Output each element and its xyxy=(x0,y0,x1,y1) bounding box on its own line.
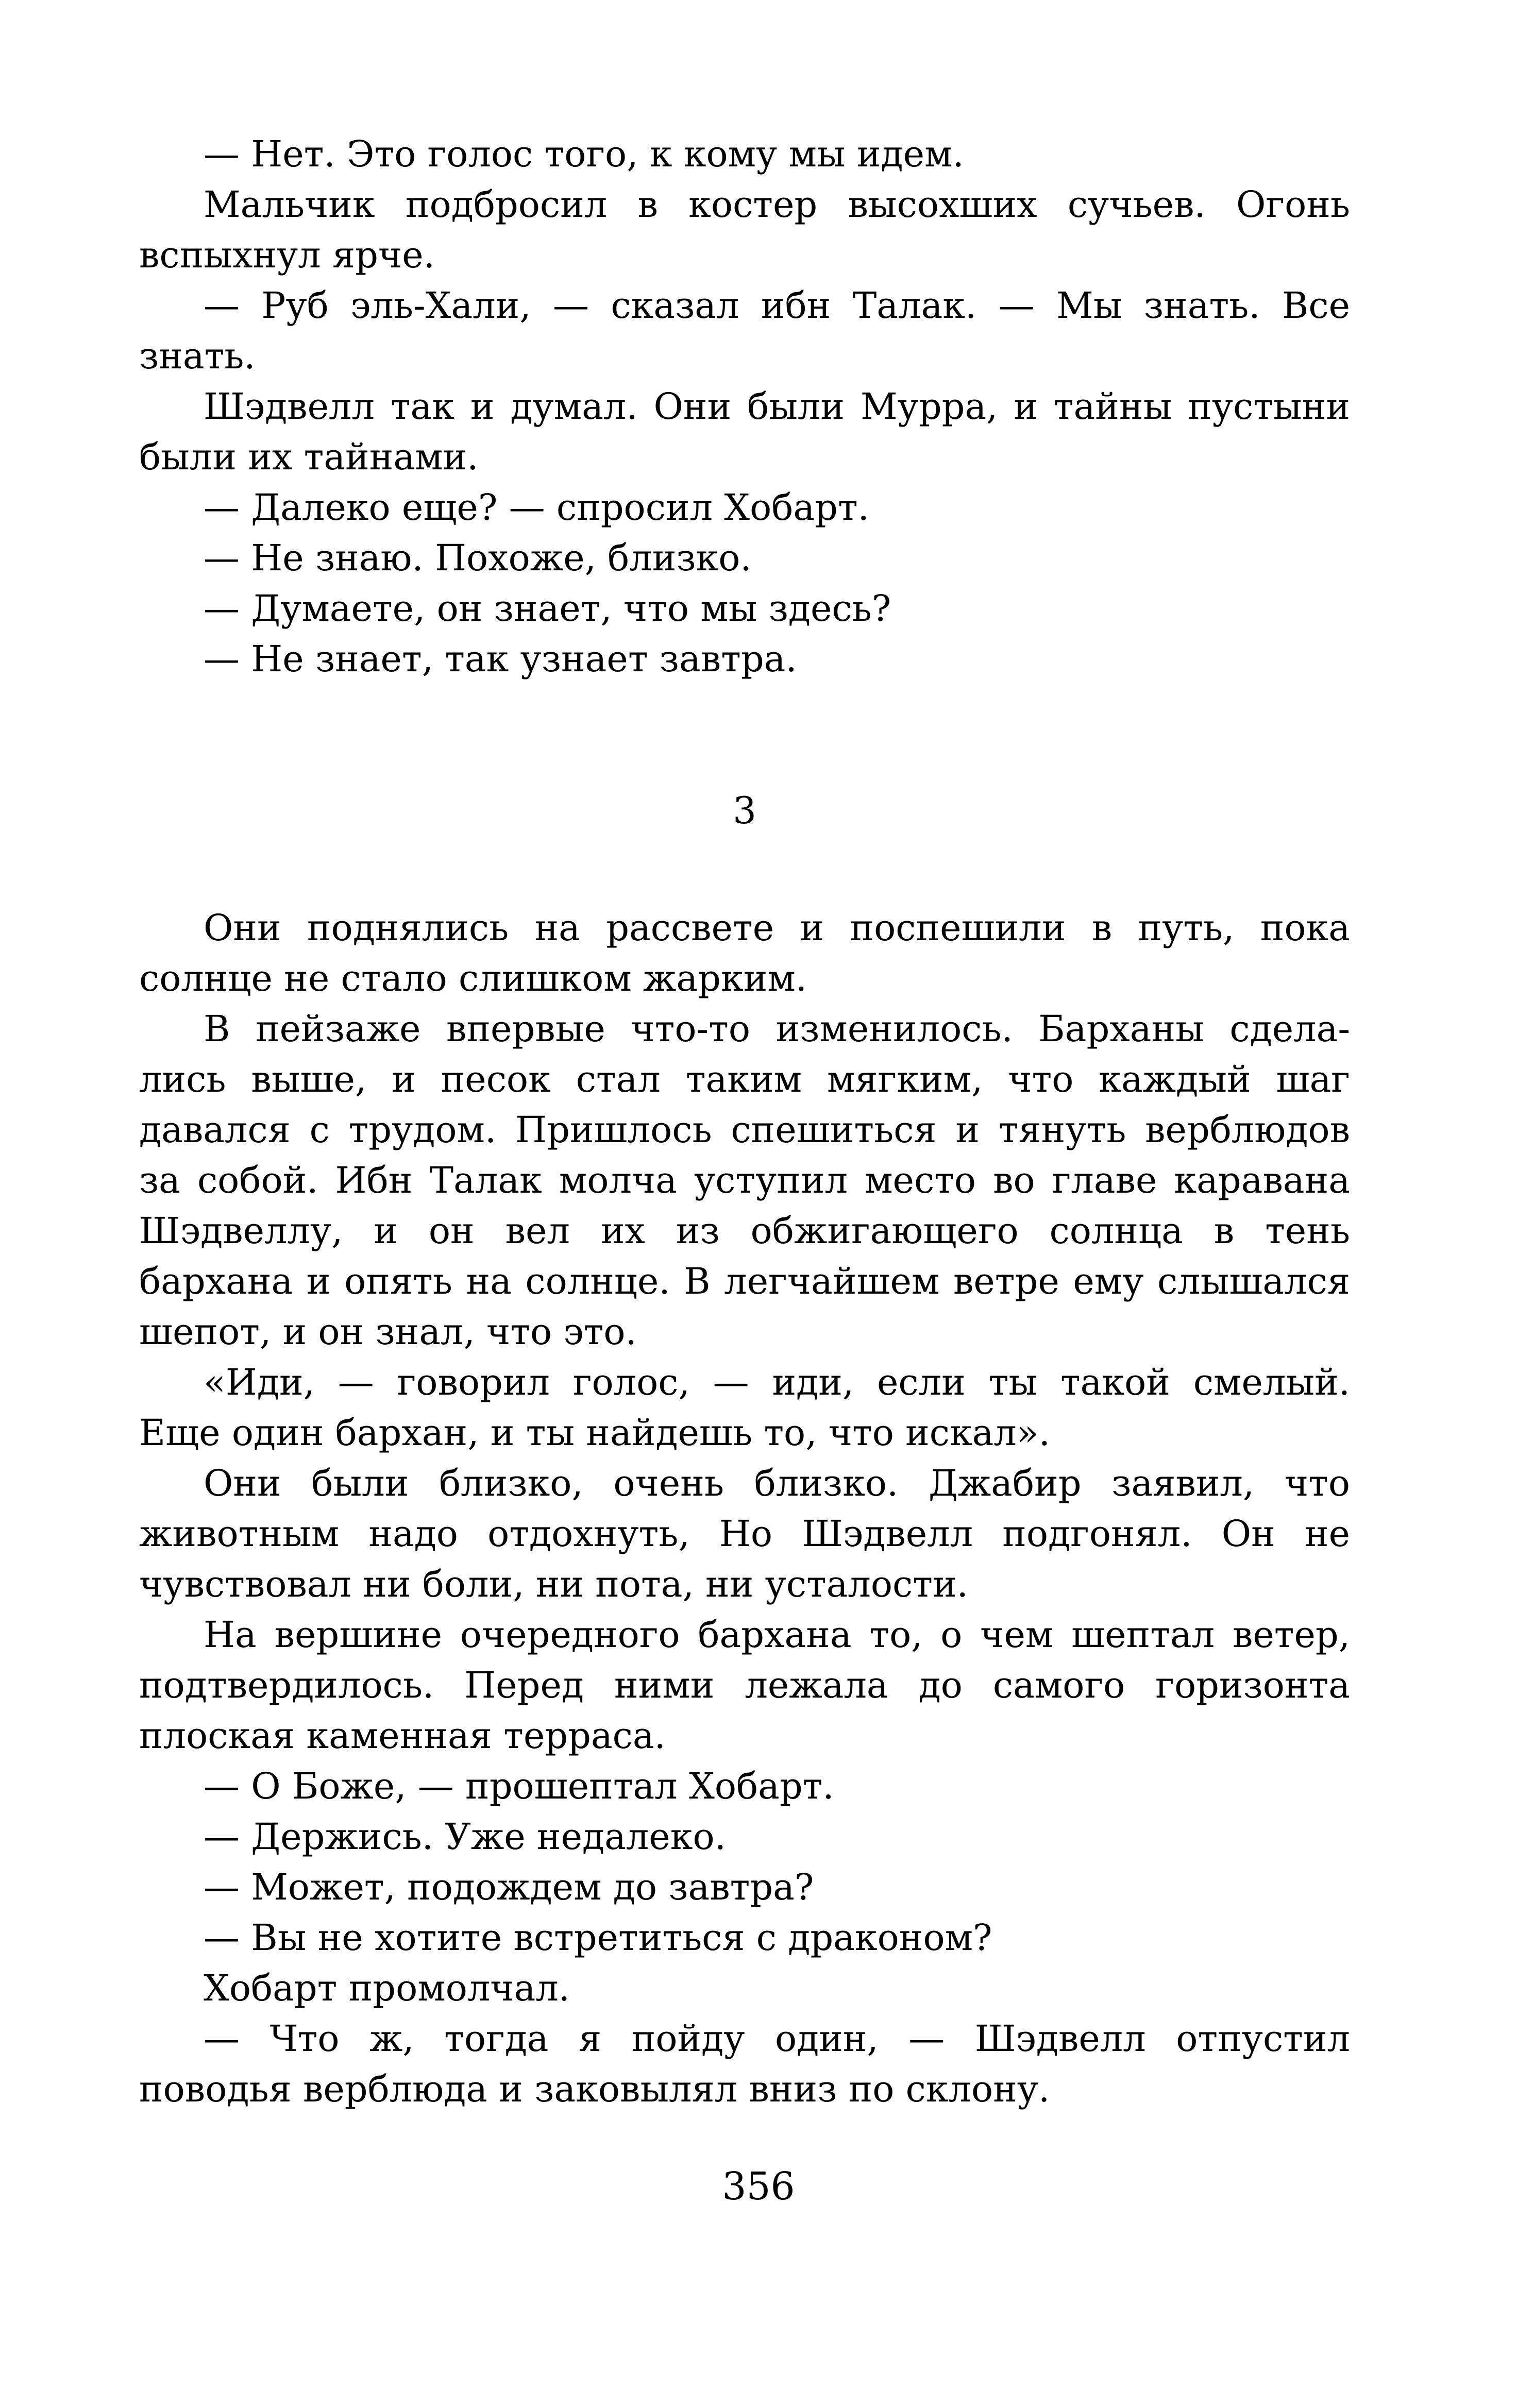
text-line: Еще один бархан, и ты найдешь то, что искал». xyxy=(139,1412,1050,1454)
chapter-number: 3 xyxy=(733,789,756,832)
text-line: Мальчик подбросил в костер высохших сучьев. Огонь xyxy=(204,183,1350,226)
text-line: На вершине очередного бархана то, о чем шептал ветер, xyxy=(204,1614,1350,1656)
text-line: Они поднялись на рассвете и поспешили в путь, пока xyxy=(204,907,1350,949)
text-line: В пейзаже впервые что-то изменилось. Барханы сдела- xyxy=(204,1008,1350,1050)
text-line: животным надо отдохнуть, Но Шэдвелл подгонял. Он не xyxy=(139,1513,1350,1555)
text-line: — Держись. Уже недалеко. xyxy=(204,1816,726,1858)
text-line: шепот, и он знал, что это. xyxy=(139,1311,637,1353)
text-line: Они были близко, очень близко. Джабир заявил, что xyxy=(204,1462,1350,1504)
text-line: знать. xyxy=(139,335,256,377)
text-line: вспыхнул ярче. xyxy=(139,234,435,276)
text-line: чувствовал ни боли, ни пота, ни усталости. xyxy=(139,1563,968,1605)
text-line: были их тайнами. xyxy=(139,436,479,478)
text-line: — Не знает, так узнает завтра. xyxy=(204,638,797,680)
text-line: солнце не стало слишком жарким. xyxy=(139,957,807,999)
text-line: — Вы не хотите встретиться с драконом? xyxy=(204,1917,992,1959)
text-line: — Думаете, он знает, что мы здесь? xyxy=(204,587,891,630)
text-line: за собой. Ибн Талак молча уступил место во главе каравана xyxy=(139,1159,1350,1201)
text-line: плоская каменная терраса. xyxy=(139,1715,666,1757)
text-line: бархана и опять на солнце. В легчайшем ветре ему слышался xyxy=(139,1260,1350,1302)
text-line: Шэдвелл так и думал. Они были Мурра, и тайны пустыни xyxy=(204,385,1350,428)
text-line: Шэдвеллу, и он вел их из обжигающего солнца в тень xyxy=(139,1210,1350,1252)
section-one xyxy=(139,129,1350,684)
text-line: Хобарт промолчал. xyxy=(204,1967,570,2009)
text-line: — О Боже, — прошептал Хобарт. xyxy=(204,1765,834,1807)
text-line: — Далеко еще? — спросил Хобарт. xyxy=(204,486,869,529)
page-number: 356 xyxy=(722,2164,795,2209)
text-line: лись выше, и песок стал таким мягким, что каждый шаг xyxy=(139,1058,1350,1100)
text-line: — Не знаю. Похоже, близко. xyxy=(204,537,752,579)
text-line: — Руб эль-Хали, — сказал ибн Талак. — Мы знать. Все xyxy=(204,284,1350,327)
text-line: — Может, подождем до завтра? xyxy=(204,1866,814,1908)
text-line: — Нет. Это голос того, к кому мы идем. xyxy=(204,133,964,175)
section-two xyxy=(139,903,1350,2114)
text-line: — Что ж, тогда я пойду один, — Шэдвелл отпустил xyxy=(204,2017,1350,2060)
book-page-body xyxy=(139,129,1350,2114)
text-line: «Иди, — говорил голос, — иди, если ты такой смелый. xyxy=(204,1361,1350,1403)
text-line: поводья верблюда и заковылял вниз по склону. xyxy=(139,2068,1050,2110)
text-line: давался с трудом. Пришлось спешиться и тянуть верблюдов xyxy=(139,1109,1350,1151)
text-line: подтвердилось. Перед ними лежала до самого горизонта xyxy=(139,1664,1350,1706)
